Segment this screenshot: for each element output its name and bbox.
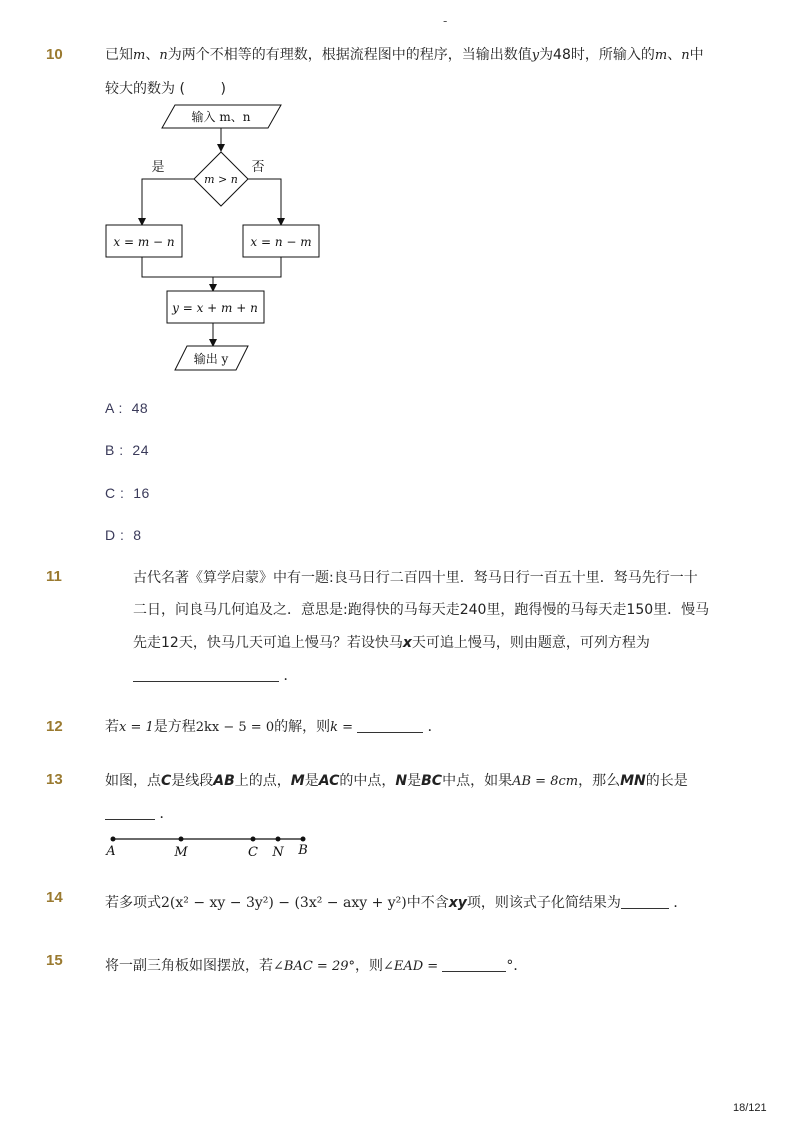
page-header-mark: -	[443, 14, 448, 28]
q10-line2: 较大的数为 ( )	[105, 81, 226, 97]
point-m-label: M	[174, 845, 188, 860]
page-number: 18/121	[733, 1102, 767, 1114]
answer-blank[interactable]	[105, 805, 155, 820]
q11-line4: ．	[133, 659, 297, 693]
point-n-label: N	[272, 845, 284, 860]
point-c-label: C	[248, 845, 258, 860]
option-d[interactable]: D : 8	[105, 527, 142, 543]
flowchart-right-label: x = n − m	[250, 235, 312, 249]
flowchart	[100, 100, 340, 380]
flowchart-sum-label: y = x + m + n	[172, 301, 258, 315]
answer-blank[interactable]	[357, 718, 423, 733]
flowchart-no-label: 否	[251, 160, 265, 175]
flowchart-left-label: x = m − n	[113, 235, 175, 249]
flowchart-yes-label: 是	[151, 160, 165, 175]
q12-line1: 若x = 1是方程2kx − 5 = 0的解，则k = ．	[105, 719, 442, 735]
question-number: 13	[46, 771, 63, 788]
q10-line1: 已知m、n为两个不相等的有理数，根据流程图中的程序，当输出数值y为48时，所输入的m、n中	[105, 47, 704, 63]
answer-blank[interactable]	[133, 667, 279, 682]
question-number: 15	[46, 952, 63, 969]
segment-figure	[100, 830, 320, 862]
flowchart-output-label: 输出 y	[193, 352, 229, 366]
q14-line1: 若多项式2(x² − xy − 3y²) − (3x² − axy + y²)中不含xy项，则该式子化简结果为 ．	[105, 895, 688, 911]
q11-line1: 古代名著《算学启蒙》中有一题:良马日行二百四十里．驽马日行一百五十里．驽马先行一十	[133, 570, 698, 586]
answer-blank[interactable]	[621, 894, 669, 909]
answer-blank[interactable]	[442, 957, 506, 972]
flowchart-decision-label: m > n	[204, 173, 238, 186]
question-number: 11	[46, 568, 62, 585]
question-number: 14	[46, 889, 63, 906]
point-a-label: A	[106, 844, 116, 859]
q11-line3: 先走12天，快马几天可追上慢马？若设快马x天可追上慢马，则由题意，可列方程为	[133, 635, 650, 651]
flowchart-input-label: 输入 m、n	[191, 110, 251, 124]
option-a[interactable]: A : 48	[105, 400, 149, 416]
point-b-label: B	[298, 843, 308, 858]
q13-line2: ．	[105, 797, 173, 831]
option-b[interactable]: B : 24	[105, 442, 149, 458]
option-c[interactable]: C : 16	[105, 485, 150, 501]
question-number: 12	[46, 718, 63, 735]
q11-line2: 二日，问良马几何追及之．意思是:跑得快的马每天走240里，跑得慢的马每天走150里．慢马	[133, 602, 710, 618]
q15-line1: 将一副三角板如图摆放，若∠BAC = 29°，则∠EAD = °．	[105, 958, 528, 974]
q13-line1: 如图，点C是线段AB上的点，M是AC的中点，N是BC中点，如果AB = 8cm，那么MN的长是	[105, 773, 688, 789]
question-number: 10	[46, 46, 63, 63]
